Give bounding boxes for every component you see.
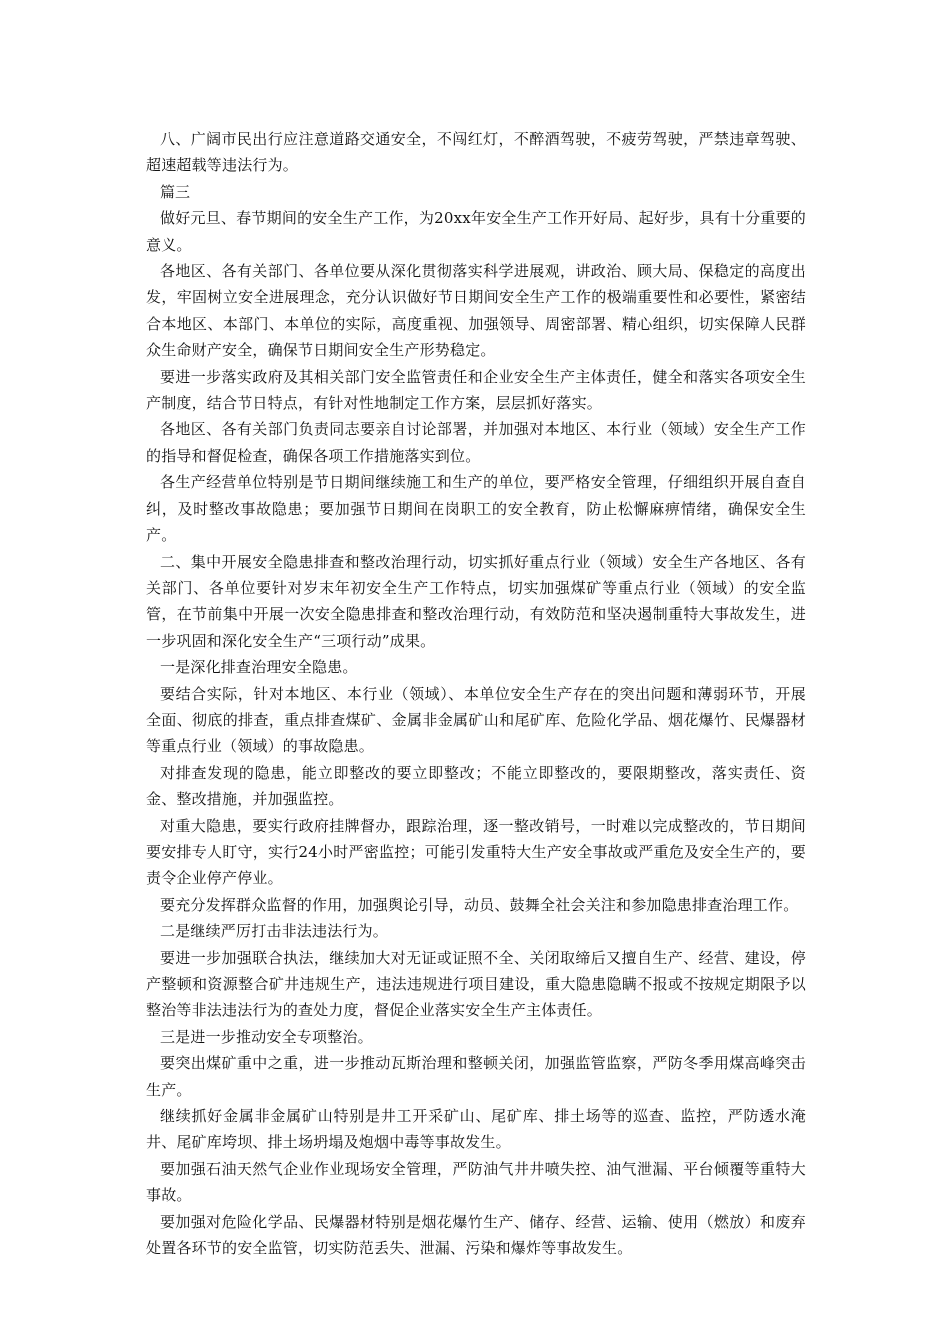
paragraph: 各地区、各有关部门负责同志要亲自讨论部署，并加强对本地区、本行业（领域）安全生产工作的指导和督促检查，确保各项工作措施落实到位。 (146, 420, 806, 465)
paragraph: 各地区、各有关部门、各单位要从深化贯彻落实科学进展观，讲政治、顾大局、保稳定的高度出发，牢固树立安全进展理念，充分认识做好节日期间安全生产工作的极端重要性和必要性，紧密结合本地区、本部门、本单位的实际，高度重视、加强领导、周密部署、精心组织，切实保障人民群众生命财产安全，确保节日期间安全生产形势稳定。 (146, 262, 806, 360)
paragraph: 要进一步落实政府及其相关部门安全监管责任和企业安全生产主体责任，健全和落实各项安全生产制度，结合节日特点，有针对性地制定工作方案，层层抓好落实。 (146, 367, 806, 413)
section-heading-part-three: 篇三 (160, 182, 191, 201)
paragraph: 继续抓好金属非金属矿山特别是井工开采矿山、尾矿库、排土场等的巡查、监控，严防透水淹井、尾矿库垮坝、排土场坍塌及炮烟中毒等事故发生。 (146, 1107, 806, 1152)
paragraph: 要进一步加强联合执法，继续加大对无证或证照不全、关闭取缔后又擅自生产、经营、建设，停产整顿和资源整合矿井违规生产，违法违规进行项目建设，重大隐患隐瞒不报或不按规定期限予以整治等非法违法行为的查处力度，督促企业落实安全生产主体责任。 (146, 948, 806, 1020)
paragraph: 要突出煤矿重中之重，进一步推动瓦斯治理和整顿关闭，加强监管监察，严防冬季用煤高峰突击生产。 (146, 1054, 806, 1099)
paragraph: 要充分发挥群众监督的作用，加强舆论引导，动员、鼓舞全社会关注和参加隐患排查治理工作。 (160, 895, 799, 914)
paragraph: 要加强石油天然气企业作业现场安全管理，严防油气井井喷失控、油气泄漏、平台倾覆等重特大事故。 (146, 1159, 806, 1205)
subheading-item-one: 一是深化排查治理安全隐患。 (160, 658, 358, 677)
document-body (146, 126, 806, 1261)
paragraph: 对排查发现的隐患，能立即整改的要立即整改；不能立即整改的，要限期整改，落实责任、资金、整改措施，并加强监控。 (146, 763, 806, 809)
paragraph: 要加强对危险化学品、民爆器材特别是烟花爆竹生产、储存、经营、运输、使用（燃放）和废弃处置各环节的安全监管，切实防范丢失、泄漏、污染和爆炸等事故发生。 (146, 1212, 806, 1258)
paragraph: 各生产经营单位特别是节日期间继续施工和生产的单位，要严格安全管理，仔细组织开展自查自纠，及时整改事故隐患；要加强节日期间在岗职工的安全教育，防止松懈麻痹情绪，确保安全生产。 (146, 473, 806, 545)
paragraph: 要结合实际，针对本地区、本行业（领域）、本单位安全生产存在的突出问题和薄弱环节，开展全面、彻底的排查，重点排查煤矿、金属非金属矿山和尾矿库、危险化学品、烟花爆竹、民爆器材等重点行业（领域）的事故隐患。 (146, 684, 806, 756)
subheading-item-two: 二是继续严厉打击非法违法行为。 (160, 922, 389, 941)
paragraph-section-two: 二、集中开展安全隐患排查和整改治理行动，切实抓好重点行业（领域）安全生产各地区、各有关部门、各单位要针对岁末年初安全生产工作特点，切实加强煤矿等重点行业（领域）的安全监管，在节前集中开展一次安全隐患排查和整改治理行动，有效防范和坚决遏制重特大事故发生，进一步巩固和深化安全生产“三项行动”成果。 (146, 552, 806, 650)
paragraph-traffic-safety: 八、广阔市民出行应注意道路交通安全，不闯红灯，不醉酒驾驶，不疲劳驾驶，严禁违章驾驶、超速超载等违法行为。 (146, 130, 806, 175)
subheading-item-three: 三是进一步推动安全专项整治。 (160, 1027, 373, 1046)
paragraph: 对重大隐患，要实行政府挂牌督办，跟踪治理，逐一整改销号，一时难以完成整改的，节日期间要安排专人盯守，实行24小时严密监控；可能引发重特大生产安全事故或严重危及安全生产的，要责令企业停产停业。 (146, 816, 806, 888)
paragraph-intro: 做好元旦、春节期间的安全生产工作，为20xx年安全生产工作开好局、起好步，具有十分重要的意义。 (146, 209, 806, 254)
